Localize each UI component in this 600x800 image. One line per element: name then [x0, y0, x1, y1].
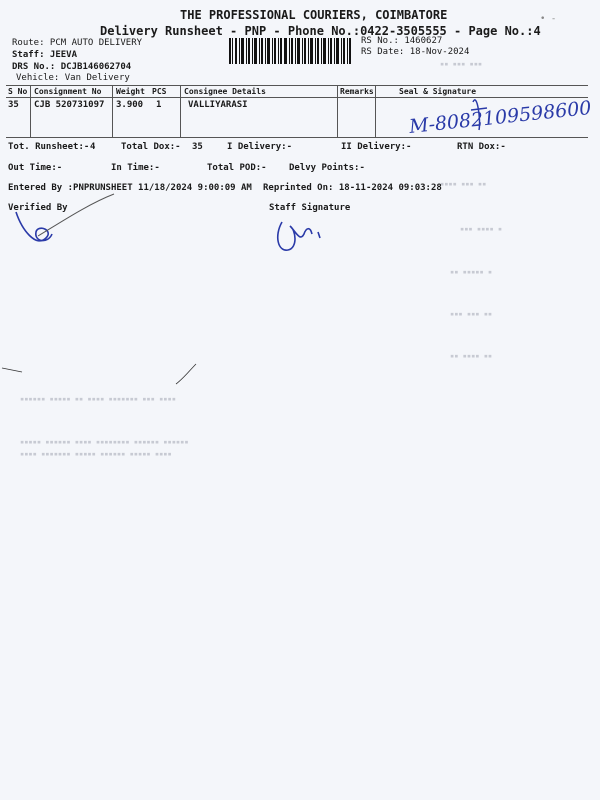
stray-pen-marks — [0, 360, 200, 390]
verified-by-label: Verified By — [8, 203, 68, 213]
bleed-through-mark: ▪▪▪▪▪ ▪▪▪▪▪▪ ▪▪▪▪ ▪▪▪▪▪▪▪▪ ▪▪▪▪▪▪ ▪▪▪▪▪▪ — [20, 438, 189, 446]
dot-mark: • ‑ — [540, 14, 557, 24]
tot-runsheet-value: 4 — [90, 142, 96, 152]
table-column-divider — [30, 85, 31, 137]
bleed-through-mark: ▪▪▪▪▪▪ ▪▪▪▪▪ ▪▪ ▪▪▪▪ ▪▪▪▪▪▪▪ ▪▪▪ ▪▪▪▪ — [20, 395, 176, 403]
staff-text: Staff: JEEVA — [12, 50, 78, 60]
row-consignee: VALLIYARASI — [188, 100, 248, 110]
table-top-border — [6, 85, 588, 86]
row-weight: 3.900 — [116, 100, 144, 110]
table-column-divider — [180, 85, 181, 137]
ii-delivery-label: II Delivery:- — [341, 142, 412, 152]
rs-number: RS No.: 1460627 — [361, 36, 443, 46]
delvy-points-label: Delvy Points:- — [289, 163, 365, 173]
rtn-dox-label: RTN Dox:- — [457, 142, 506, 152]
in-time-label: In Time:- — [111, 163, 160, 173]
vehicle-text: Vehicle: Van Delivery — [16, 73, 130, 83]
runsheet-subtitle: Delivery Runsheet - PNP - Phone No.:0422-3505555 - Page No.:4 — [100, 24, 541, 38]
table-column-divider — [112, 85, 113, 137]
staff-signature-scribble — [270, 212, 330, 257]
row-sno: 35 — [8, 100, 19, 110]
col-header-remarks: Remarks — [340, 87, 374, 96]
table-column-divider — [375, 85, 376, 137]
barcode-image — [229, 38, 353, 64]
reprinted-on-text: Reprinted On: 18-11-2024 09:03:28 — [263, 183, 442, 193]
bleed-through-mark: ▪▪▪▪ ▪▪▪▪▪▪▪ ▪▪▪▪▪ ▪▪▪▪▪▪ ▪▪▪▪▪ ▪▪▪▪ — [20, 450, 172, 458]
staff-signature-label: Staff Signature — [269, 203, 351, 213]
col-header-weight: Weight — [116, 87, 145, 96]
col-header-pcs: PCS — [152, 87, 167, 96]
col-header-consignee: Consignee Details — [184, 87, 266, 96]
entered-by-text: Entered By :PNPRUNSHEET 11/18/2024 9:00:09 AM — [8, 183, 252, 193]
bleed-through-mark: ▪▪ ▪▪▪▪▪ ▪ — [450, 268, 493, 276]
row-consignment-no: CJB 520731097 — [34, 100, 105, 110]
col-header-sno: S No — [8, 87, 28, 96]
col-header-consignment: Consignment No — [34, 87, 102, 96]
route-text: Route: PCM AUTO DELIVERY — [12, 38, 143, 48]
drs-number: DRS No.: DCJB146062704 — [12, 62, 132, 72]
verified-by-signature — [8, 190, 118, 250]
bleed-through-mark: ▪▪ ▪▪▪▪ ▪▪ — [450, 352, 493, 360]
table-column-divider — [337, 85, 338, 137]
out-time-label: Out Time:- — [8, 163, 63, 173]
bleed-through-mark: ▪▪ ▪▪▪ ▪▪▪ — [440, 60, 483, 68]
rs-date: RS Date: 18-Nov-2024 — [361, 47, 470, 57]
bleed-through-mark: ▪▪▪▪ ▪▪▪ ▪▪ — [440, 180, 487, 188]
total-pod-label: Total POD:- — [207, 163, 267, 173]
bleed-through-mark: ▪▪▪ ▪▪▪▪ ▪ — [460, 225, 503, 233]
col-header-seal: Seal & Signature — [399, 87, 477, 96]
company-name: THE PROFESSIONAL COURIERS, COIMBATORE — [180, 8, 448, 22]
handwritten-receiver-signature — [405, 90, 600, 138]
tot-runsheet-label: Tot. Runsheet:- — [8, 142, 90, 152]
i-delivery-label: I Delivery:- — [227, 142, 293, 152]
row-pcs: 1 — [156, 100, 162, 110]
handwritten-receiver-note: M-8082109598600 — [408, 96, 593, 138]
bleed-through-mark: ▪▪▪ ▪▪▪ ▪▪ — [450, 310, 493, 318]
total-dox-value: 35 — [192, 142, 203, 152]
total-dox-label: Total Dox:- — [121, 142, 181, 152]
